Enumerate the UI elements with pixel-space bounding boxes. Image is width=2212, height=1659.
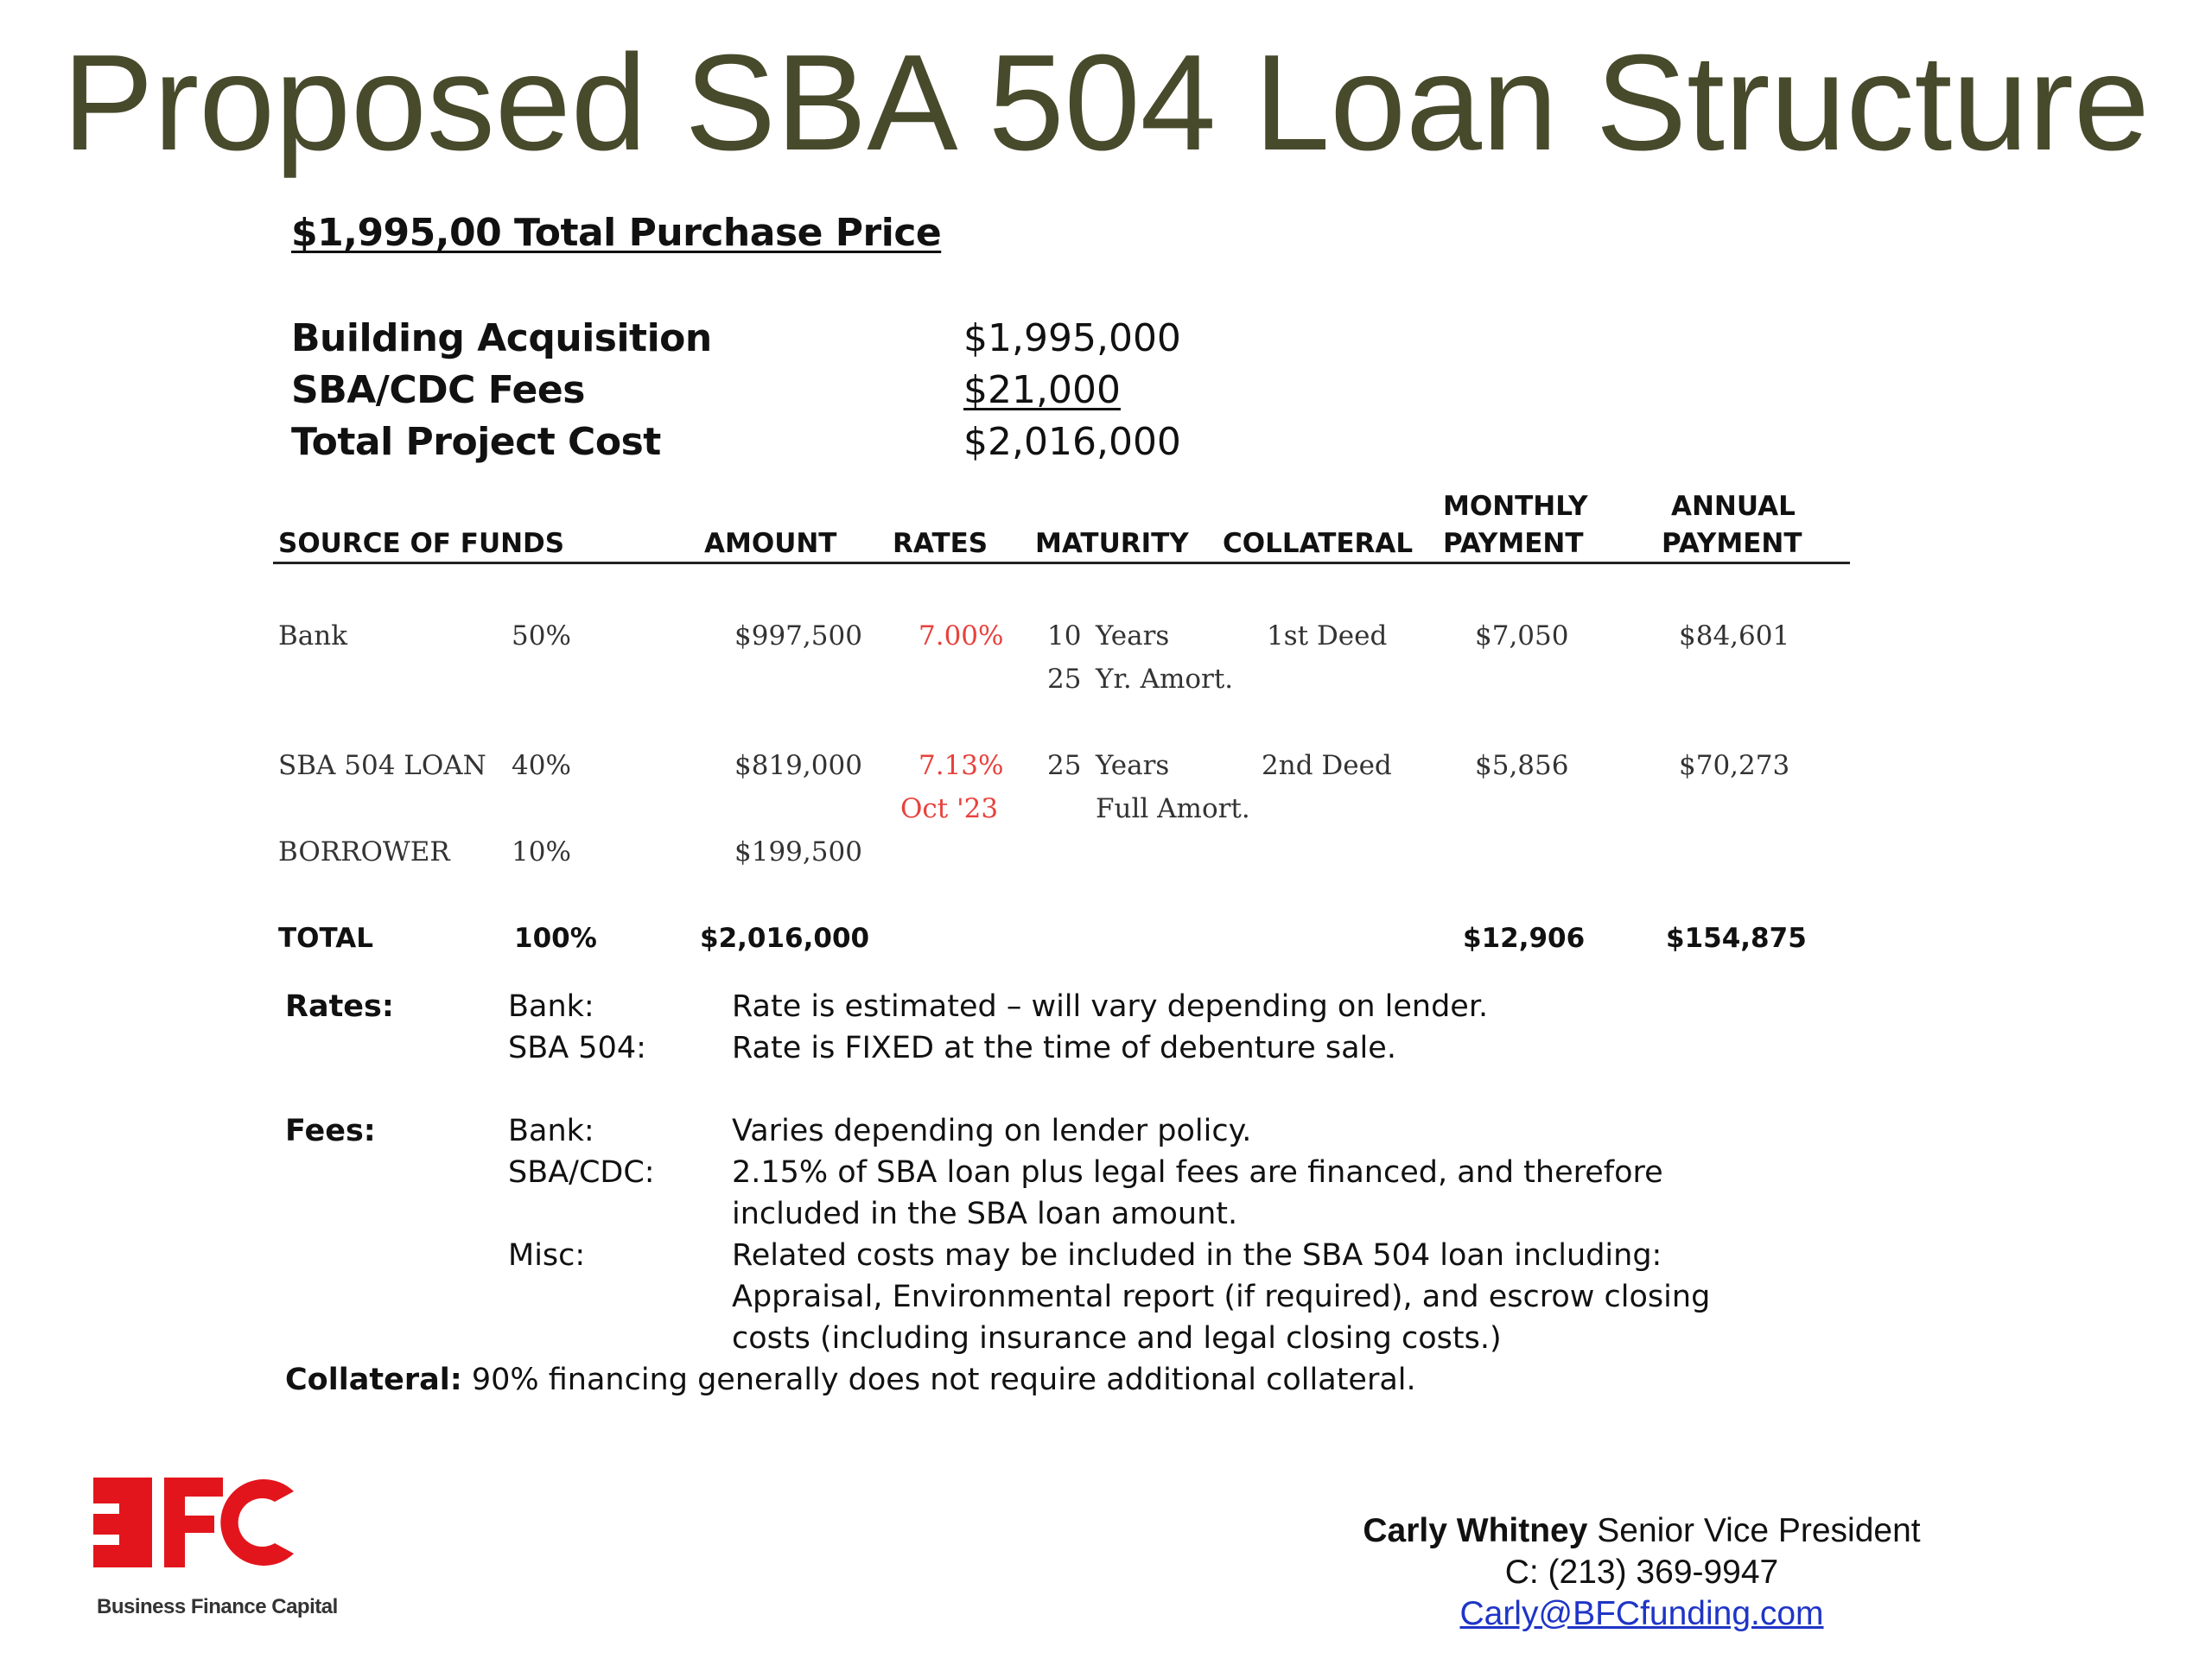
row-amount: $819,000 xyxy=(734,750,862,781)
row-maturity-unit: Years xyxy=(1096,620,1170,652)
fees-key-bank: Bank: xyxy=(508,1114,594,1148)
fees-key-sbacdc: SBA/CDC: xyxy=(508,1155,655,1190)
row-collateral: 2nd Deed xyxy=(1262,750,1392,781)
row-maturity-years: 10 xyxy=(1047,620,1082,652)
row-rate-date: Oct '23 xyxy=(900,793,999,824)
row-amount: $199,500 xyxy=(734,836,862,868)
fees-text-misc-2: Appraisal, Environmental report (if required), and escrow closing xyxy=(732,1280,1711,1314)
header-annual-payment: PAYMENT xyxy=(1662,528,1802,559)
rates-key-sba: SBA 504: xyxy=(508,1031,646,1065)
fees-text-sbacdc-1: 2.15% of SBA loan plus legal fees are financed, and therefore xyxy=(732,1155,1663,1190)
fees-text-misc-1: Related costs may be included in the SBA 504 loan including: xyxy=(732,1238,1662,1273)
row-source: SBA 504 LOAN xyxy=(278,750,486,781)
summary-value-fees: $21,000 xyxy=(963,368,1121,412)
fees-text-misc-3: costs (including insurance and legal closing costs.) xyxy=(732,1321,1502,1356)
row-monthly-payment: $5,856 xyxy=(1475,750,1569,781)
row-amortization-unit: Full Amort. xyxy=(1096,793,1250,824)
row-source: BORROWER xyxy=(278,836,450,868)
fees-label: Fees: xyxy=(285,1114,376,1148)
bfc-logo-mark xyxy=(67,1465,316,1578)
header-maturity: MATURITY xyxy=(1035,528,1189,559)
page-title: Proposed SBA 504 Loan Structure xyxy=(62,27,2150,179)
row-collateral: 1st Deed xyxy=(1267,620,1388,652)
row-rate: 7.00% xyxy=(918,620,1004,652)
row-amortization-years: 25 xyxy=(1047,664,1082,695)
contact-name-line xyxy=(1296,1514,1987,1548)
row-maturity-years: 25 xyxy=(1047,750,1082,781)
logo-tagline: Business Finance Capital xyxy=(97,1595,338,1618)
row-rate: 7.13% xyxy=(918,750,1004,781)
row-source: Bank xyxy=(278,620,348,652)
contact-phone: C: (213) 369-9947 xyxy=(1504,1554,1779,1591)
rates-text-sba: Rate is FIXED at the time of debenture sale. xyxy=(732,1031,1396,1065)
purchase-price-heading: $1,995,00 Total Purchase Price xyxy=(291,211,942,255)
collateral-text: 90% financing generally does not require additional collateral. xyxy=(461,1363,1416,1397)
row-annual-payment: $70,273 xyxy=(1679,750,1790,781)
row-amortization-unit: Yr. Amort. xyxy=(1096,664,1234,695)
row-percent: 10% xyxy=(512,836,571,868)
total-label: TOTAL xyxy=(278,923,373,954)
row-annual-payment: $84,601 xyxy=(1679,620,1790,652)
bfc-logo xyxy=(67,1465,338,1618)
header-source: SOURCE OF FUNDS xyxy=(278,528,565,559)
header-monthly-payment: PAYMENT xyxy=(1443,528,1584,559)
contact-email-line xyxy=(1296,1597,1987,1630)
header-annual: ANNUAL xyxy=(1671,491,1796,522)
contact-email-link[interactable]: Carly@BFCfunding.com xyxy=(1459,1595,1824,1632)
contact-role: Senior Vice President xyxy=(1587,1512,1921,1549)
header-amount: AMOUNT xyxy=(704,528,837,559)
header-monthly: MONTHLY xyxy=(1443,491,1588,522)
table-header-rule xyxy=(273,562,1850,564)
fees-text-sbacdc-2: included in the SBA loan amount. xyxy=(732,1197,1238,1231)
row-percent: 40% xyxy=(512,750,571,781)
collateral-label: Collateral: xyxy=(285,1363,462,1397)
summary-value-acquisition: $1,995,000 xyxy=(963,316,1181,360)
rates-text-bank: Rate is estimated – will vary depending on lender. xyxy=(732,989,1489,1024)
fees-text-bank: Varies depending on lender policy. xyxy=(732,1114,1252,1148)
header-rates: RATES xyxy=(893,528,988,559)
collateral-note xyxy=(285,1365,1416,1395)
row-maturity-unit: Years xyxy=(1096,750,1170,781)
total-amount: $2,016,000 xyxy=(700,923,870,954)
row-monthly-payment: $7,050 xyxy=(1475,620,1569,652)
rates-key-bank: Bank: xyxy=(508,989,594,1024)
row-amount: $997,500 xyxy=(734,620,862,652)
summary-label-total: Total Project Cost xyxy=(291,420,661,464)
total-annual-payment: $154,875 xyxy=(1666,923,1807,954)
rates-label: Rates: xyxy=(285,989,394,1024)
row-percent: 50% xyxy=(512,620,571,652)
summary-label-fees: SBA/CDC Fees xyxy=(291,368,585,412)
summary-value-total: $2,016,000 xyxy=(963,420,1181,464)
total-monthly-payment: $12,906 xyxy=(1463,923,1586,954)
fees-key-misc: Misc: xyxy=(508,1238,586,1273)
header-collateral: COLLATERAL xyxy=(1223,528,1414,559)
summary-label-acquisition: Building Acquisition xyxy=(291,316,712,360)
contact-name: Carly Whitney xyxy=(1363,1512,1588,1549)
total-percent: 100% xyxy=(514,923,597,954)
